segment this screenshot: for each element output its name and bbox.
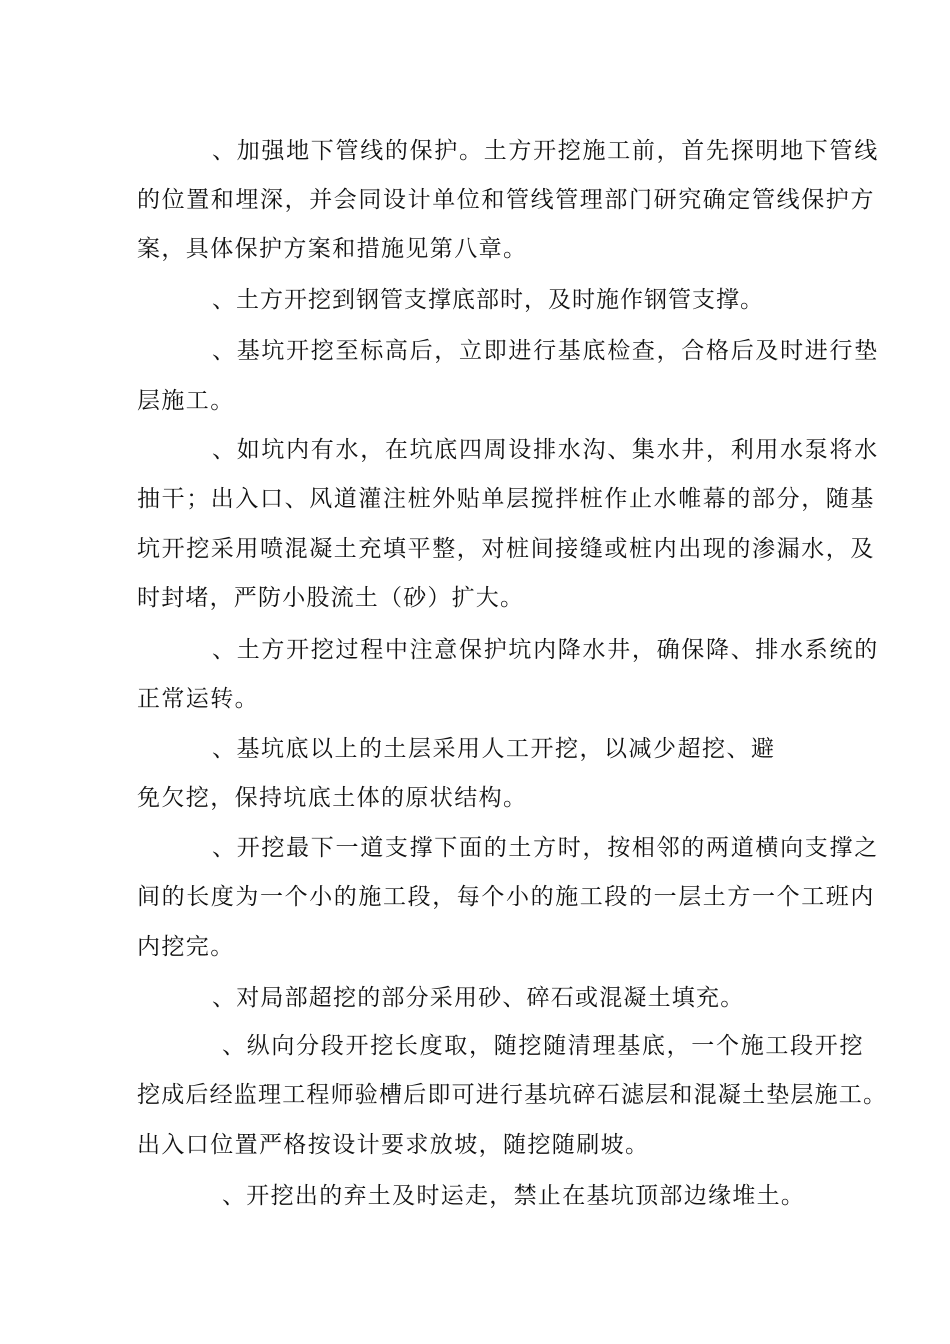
paragraph-1-line-3: 案，具体保护方案和措施见第八章。: [137, 236, 528, 262]
paragraph-9-line-2: 挖成后经监理工程师验槽后即可进行基坑碎石滤层和混凝土垫层施工。: [137, 1082, 888, 1108]
paragraph-4-line-3: 坑开挖采用喷混凝土充填平整，对桩间接缝或桩内出现的渗漏水，及: [137, 536, 875, 562]
paragraph-7-line-2: 间的长度为一个小的施工段，每个小的施工段的一层土方一个工班内: [137, 884, 875, 910]
paragraph-6-line-1: 、基坑底以上的土层采用人工开挖，以减少超挖、避: [212, 736, 776, 762]
paragraph-7-line-3: 内挖完。: [137, 934, 235, 960]
paragraph-8-line-1: 、对局部超挖的部分采用砂、碎石或混凝土填充。: [212, 985, 745, 1011]
paragraph-9-line-1: 、纵向分段开挖长度取，随挖随清理基底，一个施工段开挖: [222, 1033, 865, 1059]
paragraph-4-line-4: 时封堵，严防小股流土（砂）扩大。: [137, 585, 525, 611]
paragraph-1-line-2: 的位置和埋深，并会同设计单位和管线管理部门研究确定管线保护方: [137, 187, 875, 213]
paragraph-6-line-2: 免欠挖，保持坑底土体的原状结构。: [137, 785, 528, 811]
paragraph-7-line-1: 、开挖最下一道支撑下面的土方时，按相邻的两道横向支撑之: [212, 835, 879, 861]
paragraph-3-line-2: 层施工。: [137, 388, 235, 414]
paragraph-1-line-1: 、加强地下管线的保护。土方开挖施工前，首先探明地下管线: [212, 138, 879, 164]
paragraph-4-line-2: 抽干；出入口、风道灌注桩外贴单层搅拌桩作止水帷幕的部分，随基: [137, 486, 875, 512]
paragraph-2-line-1: 、土方开挖到钢管支撑底部时，及时施作钢管支撑。: [212, 287, 764, 313]
paragraph-4-line-1: 、如坑内有水，在坑底四周设排水沟、集水井，利用水泵将水: [212, 437, 879, 463]
paragraph-10-line-1: 、开挖出的弃土及时运走，禁止在基坑顶部边缘堆土。: [222, 1183, 806, 1209]
paragraph-3-line-1: 、基坑开挖至标高后，立即进行基底检查，合格后及时进行垫: [212, 338, 879, 364]
paragraph-9-line-3: 出入口位置严格按设计要求放坡，随挖随刷坡。: [137, 1132, 650, 1158]
paragraph-5-line-2: 正常运转。: [137, 686, 259, 712]
paragraph-5-line-1: 、土方开挖过程中注意保护坑内降水井，确保降、排水系统的: [212, 637, 879, 663]
